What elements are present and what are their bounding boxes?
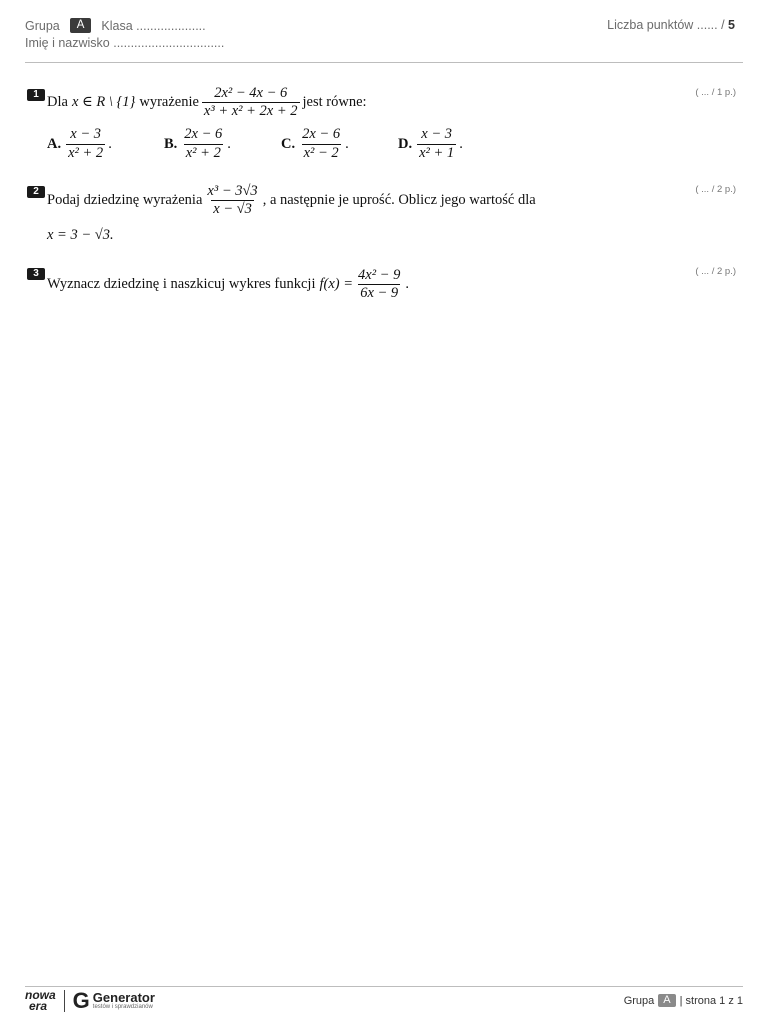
task-intro: Podaj dziedzinę wyrażenia [47, 192, 203, 209]
expr-numerator: x³ − 3√3 [207, 183, 258, 199]
task-word: wyrażenie [139, 94, 199, 111]
expr-denominator: 6x − 9 [360, 285, 399, 302]
expr-denominator: x − √3 [213, 201, 252, 218]
name-field: Imię i nazwisko ................................ [25, 36, 225, 50]
nowa-era-logo: nowa era [25, 988, 56, 1013]
option-label: D. [398, 135, 413, 152]
option-label: A. [47, 135, 62, 152]
generator-g-icon: G [72, 988, 90, 1013]
function-name: f(x) = [319, 276, 354, 293]
task-statement: Wyznacz dziedzinę i naszkicuj wykres funkcji f(x) = $\frac{\text{4x² − 9}}{6x - 9}$ . [47, 267, 409, 302]
option-numerator: x − 3 [70, 126, 102, 143]
footer-logos [25, 990, 155, 1012]
option-denominator: x² + 1 [419, 144, 455, 161]
task-points: ( ... / 1 p.) [695, 87, 736, 98]
option-a[interactable]: A. $\frac{x - 3}{\text{x² + 2}}$ . [47, 126, 112, 161]
footer-page-info [624, 994, 743, 1007]
expr-denominator: x³ + x² + 2x + 2 [203, 103, 298, 120]
task-number: 1 [27, 89, 45, 101]
option-label: B. [164, 135, 178, 152]
value-expression: x = 3 − √3. [47, 227, 114, 244]
group-label: Grupa [25, 18, 60, 33]
answer-options [47, 127, 736, 160]
page-number: | strona 1 z 1 [679, 994, 743, 1007]
points-summary [607, 18, 735, 32]
option-denominator: x² − 2 [303, 144, 339, 161]
task-expression [205, 184, 259, 217]
task-intro: Dla [47, 94, 68, 111]
footer-group-badge: A [658, 994, 675, 1007]
points-label: Liczba punktów ...... / [607, 18, 725, 32]
header-group-class [25, 18, 206, 33]
footer-group-label: Grupa [623, 994, 655, 1007]
option-numerator: x − 3 [421, 126, 453, 143]
task-intro: Wyznacz dziedzinę i naszkicuj wykres funkcji [47, 276, 316, 293]
task-number: 3 [27, 268, 45, 280]
expr-numerator: 4x² − 9 [358, 267, 401, 283]
header-divider [25, 62, 743, 63]
task-value [47, 227, 736, 244]
footer-divider [25, 986, 743, 987]
task-tail: jest równe: [302, 94, 367, 111]
option-d[interactable]: D. $\frac{x - 3}{\text{x² + 1}}$ . [398, 126, 463, 161]
group-badge: A [70, 18, 92, 33]
option-numerator: 2x − 6 [302, 126, 341, 143]
task-number: 2 [27, 186, 45, 198]
task-points: ( ... / 2 p.) [695, 266, 736, 277]
task-statement [47, 184, 736, 217]
class-field: Klasa .................... [101, 18, 206, 33]
points-total: 5 [728, 18, 735, 32]
option-denominator: x² + 2 [68, 144, 104, 161]
task-domain: x ∈ R \ {1} [71, 94, 136, 111]
option-numerator: 2x − 6 [184, 126, 223, 143]
task-points: ( ... / 2 p.) [695, 184, 736, 195]
option-label: C. [281, 135, 296, 152]
generator-logo: Generator testów i sprawdzianów [92, 990, 155, 1010]
expr-numerator: 2x² − 4x − 6 [214, 85, 288, 101]
task-expression [202, 86, 300, 119]
task-expression [356, 268, 402, 301]
task-tail: , a następnie je uprość. Oblicz jego wartość dla [262, 192, 536, 209]
option-b[interactable]: B. $\frac{2x - 6}{\text{x² + 2}}$ . [164, 126, 231, 161]
option-c[interactable]: C. $\frac{2x - 6}{\text{x² − 2}}$ . [281, 126, 349, 161]
logo-separator [64, 990, 65, 1012]
task-statement [47, 86, 736, 119]
option-denominator: x² + 2 [185, 144, 221, 161]
